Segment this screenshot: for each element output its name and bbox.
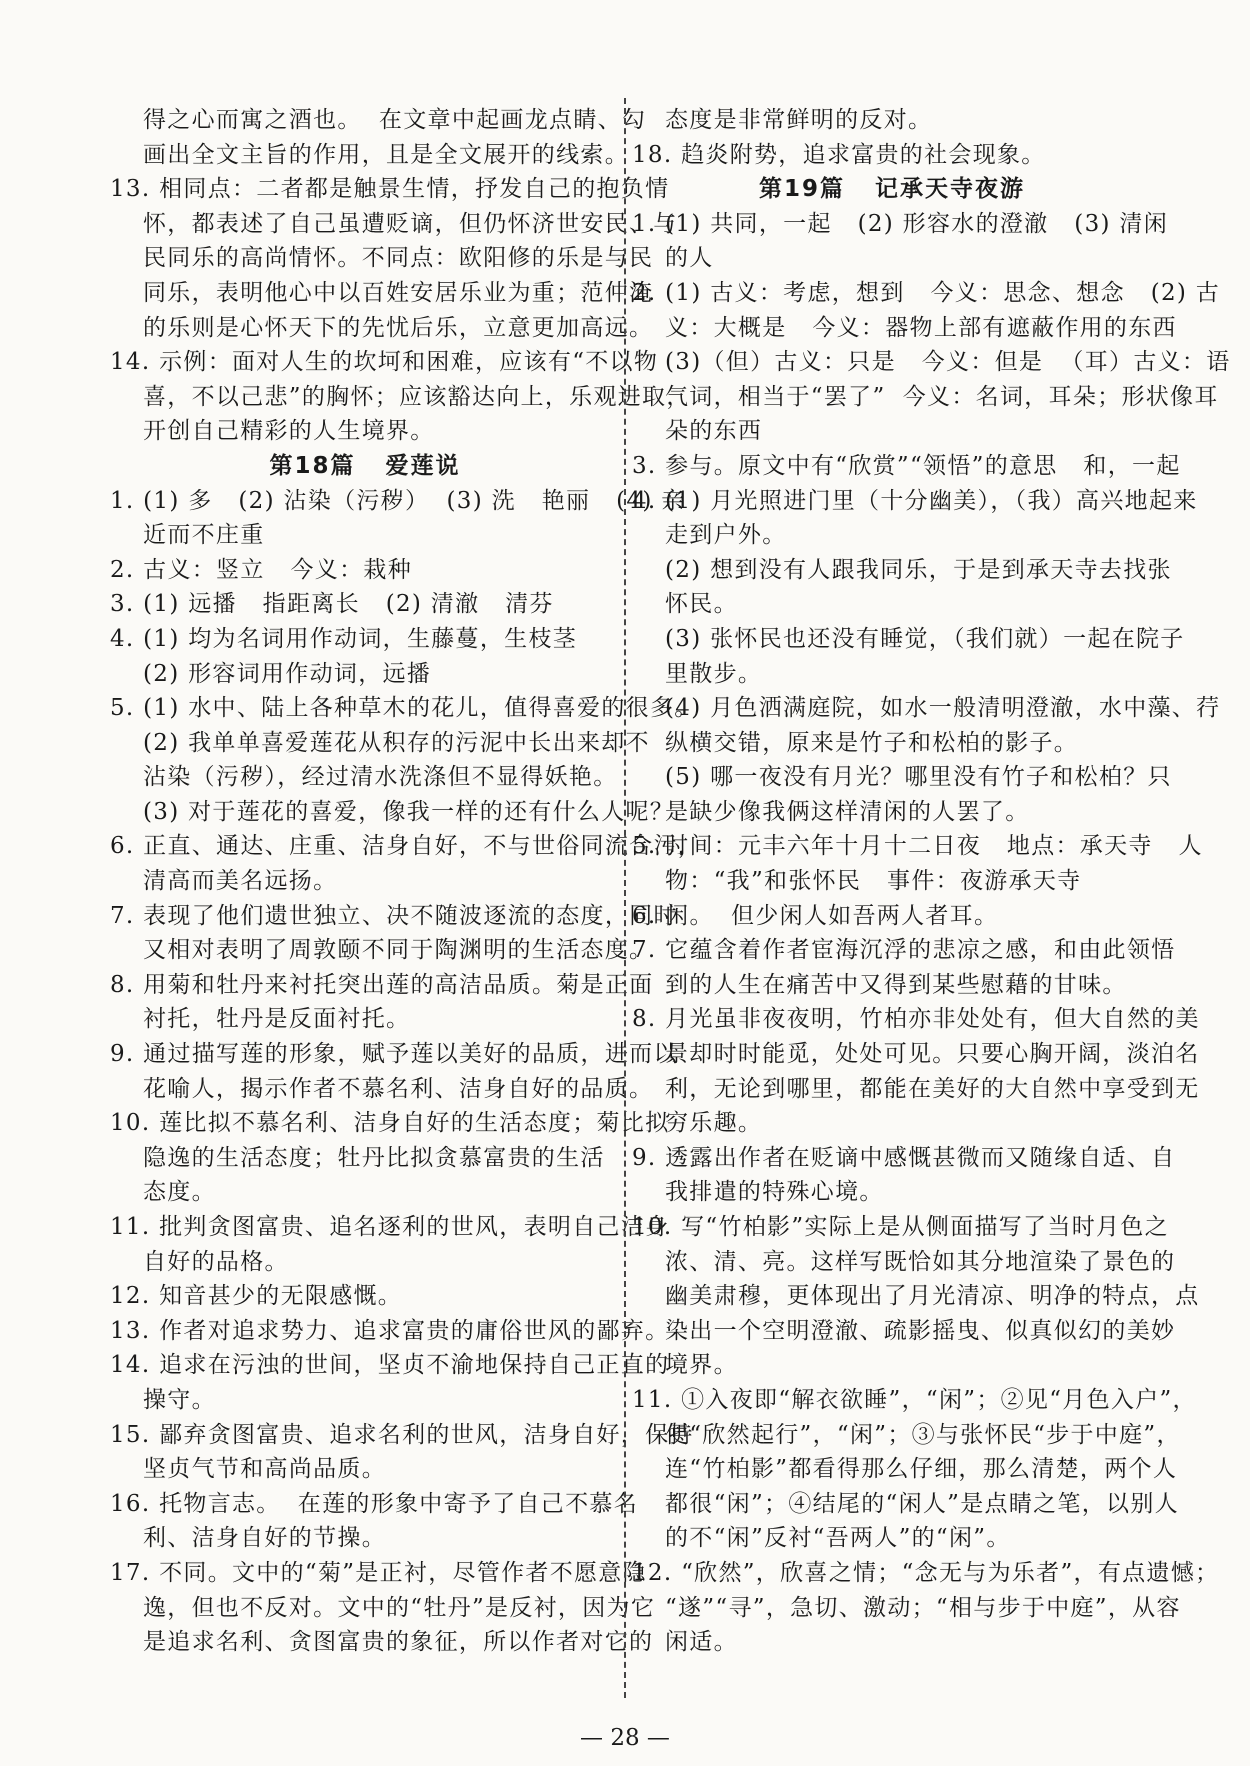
section-title: 第19篇 记承天寺夜游 (758, 176, 1026, 203)
text-line: 同乐，表明他心中以百姓安居乐业为重；范仲淹 (143, 279, 654, 306)
text-line: 17. 不同。文中的“菊”是正衬，尽管作者不愿意隐 (110, 1559, 647, 1586)
text-line: (3) 张怀民也还没有睡觉，（我们就）一起在院子 (665, 625, 1185, 652)
text-line: 画出全文主旨的作用，且是全文展开的线索。 (143, 141, 629, 168)
text-line: (2) 我单单喜爱莲花从积存的污泥中长出来却不 (143, 729, 650, 756)
text-line: 13. 作者对追求势力、追求富贵的庸俗世风的鄙弃。 (110, 1317, 670, 1344)
text-line: 5. 时间：元丰六年十月十二日夜 地点：承天寺 人 (632, 833, 1203, 860)
page-number: — 28 — (580, 1725, 670, 1751)
text-line: 幽美肃穆，更体现出了月光清凉、明净的特点，点 (665, 1283, 1200, 1310)
text-line: (2) 形容词用作动词，远播 (143, 660, 432, 687)
text-line: 里散步。 (665, 660, 763, 687)
text-line: 清高而美名远扬。 (143, 868, 338, 895)
text-line: (3)（但）古义：只是 今义：但是 （耳）古义：语 (665, 349, 1231, 376)
text-line: 气词，相当于“罢了” 今义：名词，耳朵；形状像耳 (665, 383, 1219, 410)
text-line: 10. 写“竹柏影”实际上是从侧面描写了当时月色之 (632, 1214, 1169, 1240)
text-line: 的人 (665, 245, 714, 272)
text-line: 态度。 (143, 1179, 216, 1206)
text-line: 的不“闲”反衬“吾两人”的“闲”。 (665, 1525, 1011, 1552)
text-line: 5. (1) 水中、陆上各种草木的花儿，值得喜爱的很多。 (110, 695, 699, 722)
text-line: 8. 月光虽非夜夜明，竹柏亦非处处有，但大自然的美 (632, 1006, 1200, 1033)
text-line: 4. (1) 均为名词用作动词，生藤蔓，生枝茎 (110, 625, 578, 652)
text-line: (4) 月色洒满庭院，如水一般清明澄澈，水中藻、荇 (665, 695, 1221, 722)
text-line: 是追求名利、贪图富贵的象征，所以作者对它的 (143, 1629, 654, 1656)
text-line: 15. 鄙弃贪图富贵、追求名利的世风，洁身自好，保持 (110, 1421, 694, 1448)
text-line: 走到户外。 (665, 522, 787, 549)
text-line: 8. 用菊和牡丹来衬托突出莲的高洁品质。菊是正面 (110, 971, 654, 998)
text-line: 近而不庄重 (143, 522, 265, 549)
text-line: 喜，不以己悲”的胸怀；应该豁达向上，乐观进取， (143, 383, 691, 410)
text-line: 怀，都表述了自己虽遭贬谪，但仍怀济世安民、与 (143, 210, 678, 237)
text-line: 隐逸的生活态度；牡丹比拟贪慕富贵的生活 (143, 1144, 605, 1171)
text-line: 11. 批判贪图富贵、追名逐利的世风，表明自己洁身 (110, 1214, 670, 1240)
text-line: 又相对表明了周敦颐不同于陶渊明的生活态度。 (143, 937, 654, 964)
text-line: 纵横交错，原来是竹子和松柏的影子。 (665, 729, 1079, 756)
text-line: (3) 对于莲花的喜爱，像我一样的还有什么人呢？ (143, 798, 675, 825)
text-line: 利、洁身自好的节操。 (143, 1525, 386, 1552)
text-line: 便“欣然起行”，“闲”；③与张怀民“步于中庭”， (665, 1421, 1181, 1448)
text-line: 浓、清、亮。这样写既恰如其分地渲染了景色的 (665, 1248, 1176, 1275)
text-line: 3. 参与。原文中有“欣赏”“领悟”的意思 和，一起 (632, 452, 1181, 479)
text-line: 是缺少像我俩这样清闲的人罢了。 (665, 798, 1030, 825)
text-line: 9. 通过描写莲的形象，赋予莲以美好的品质，进而以 (110, 1041, 678, 1068)
text-line: 12. 知音甚少的无限感慨。 (110, 1283, 403, 1310)
text-line: 3. (1) 远播 指距离长 (2) 清澈 清芬 (110, 591, 554, 618)
text-line: 朵的东西 (665, 418, 763, 445)
text-line: 的乐则是心怀天下的先忧后乐，立意更加高远。 (143, 314, 654, 341)
text-line: 14. 示例：面对人生的坎坷和困难，应该有“不以物 (110, 349, 659, 376)
text-line: 7. 表现了他们遗世独立、决不随波逐流的态度，同时 (110, 902, 678, 929)
text-line: 花喻人，揭示作者不慕名利、洁身自好的品质。 (143, 1075, 654, 1102)
text-line: 沾染（污秽），经过清水洗涤但不显得妖艳。 (143, 764, 618, 791)
text-line: 穷乐趣。 (665, 1110, 763, 1137)
text-line: 得之心而寓之酒也。 在文章中起画龙点睛、勾 (143, 107, 647, 133)
text-line: 1. (1) 多 (2) 沾染（污秽） (3) 洗 艳丽 (4) 亲 (110, 487, 686, 514)
text-line: 4. (1) 月光照进门里（十分幽美），（我）高兴地起来 (632, 487, 1198, 514)
text-line: 逸，但也不反对。文中的“牡丹”是反衬，因为它 (143, 1594, 656, 1621)
text-line: 10. 莲比拟不慕名利、洁身自好的生活态度；菊比拟 (110, 1110, 670, 1137)
text-line: 怀民。 (665, 591, 738, 618)
text-line: 物：“我”和张怀民 事件：夜游承天寺 (665, 868, 1082, 895)
text-line: 自好的品格。 (143, 1248, 289, 1275)
text-line: 义：大概是 今义：器物上部有遮蔽作用的东西 (665, 314, 1177, 341)
text-line: 境界。 (665, 1352, 738, 1379)
text-line: 6. 闲。 但少闲人如吾两人者耳。 (632, 902, 999, 929)
text-line: 态度是非常鲜明的反对。 (665, 107, 933, 133)
text-line: 11. ①入夜即“解衣欲睡”，“闲”；②见“月色入户”， (632, 1386, 1197, 1413)
section-title: 第18篇 爱莲说 (269, 452, 461, 479)
text-line: 连“竹柏影”都看得那么仔细，那么清楚，两个人 (665, 1456, 1178, 1483)
text-line: 2. 古义：竖立 今义：栽种 (110, 556, 412, 583)
text-line: 16. 托物言志。 在莲的形象中寄予了自己不慕名 (110, 1490, 639, 1517)
text-line: 我排遣的特殊心境。 (665, 1179, 884, 1206)
text-line: (5) 哪一夜没有月光？哪里没有竹子和松柏？只 (665, 764, 1172, 791)
text-line: 12. “欣然”，欣喜之情；“念无与为乐者”，有点遗憾； (632, 1559, 1220, 1586)
text-line: 开创自己精彩的人生境界。 (143, 418, 435, 445)
text-line: 衬托，牡丹是反面衬托。 (143, 1006, 411, 1033)
text-line: 14. 追求在污浊的世间，坚贞不渝地保持自己正直的 (110, 1352, 670, 1379)
right-column (632, 103, 1231, 1660)
text-line: 到的人生在痛苦中又得到某些慰藉的甘味。 (665, 971, 1127, 998)
text-line: “遂”“寻”，急切、激动；“相与步于中庭”，从容 (665, 1594, 1181, 1621)
text-line: 1. (1) 共同，一起 (2) 形容水的澄澈 (3) 清闲 (632, 210, 1168, 237)
text-line: 7. 它蕴含着作者宦海沉浮的悲凉之感，和由此领悟 (632, 937, 1176, 964)
text-line: 18. 趋炎附势，追求富贵的社会现象。 (632, 141, 1046, 168)
text-line: 利，无论到哪里，都能在美好的大自然中享受到无 (665, 1075, 1200, 1102)
text-line: 13. 相同点：二者都是触景生情，抒发自己的抱负情 (110, 176, 670, 203)
text-line: (2) 想到没有人跟我同乐，于是到承天寺去找张 (665, 556, 1172, 583)
text-line: 坚贞气节和高尚品质。 (143, 1456, 386, 1483)
text-line: 民同乐的高尚情怀。不同点：欧阳修的乐是与民 (143, 245, 654, 272)
text-line: 9. 透露出作者在贬谪中感慨甚微而又随缘自适、自 (632, 1144, 1176, 1171)
text-line: 闲适。 (665, 1629, 738, 1656)
text-line: 染出一个空明澄澈、疏影摇曳、似真似幻的美妙 (665, 1317, 1176, 1344)
text-line: 操守。 (143, 1386, 216, 1413)
text-line: 6. 正直、通达、庄重、洁身自好，不与世俗同流合污， (110, 833, 703, 860)
text-line: 都很“闲”；④结尾的“闲人”是点睛之笔，以别人 (665, 1490, 1179, 1517)
column-divider (624, 98, 626, 1698)
text-line: 2. (1) 古义：考虑，想到 今义：思念、想念 (2) 古 (632, 279, 1221, 306)
text-line: 景却时时能觅，处处可见。只要心胸开阔，淡泊名 (665, 1041, 1200, 1068)
